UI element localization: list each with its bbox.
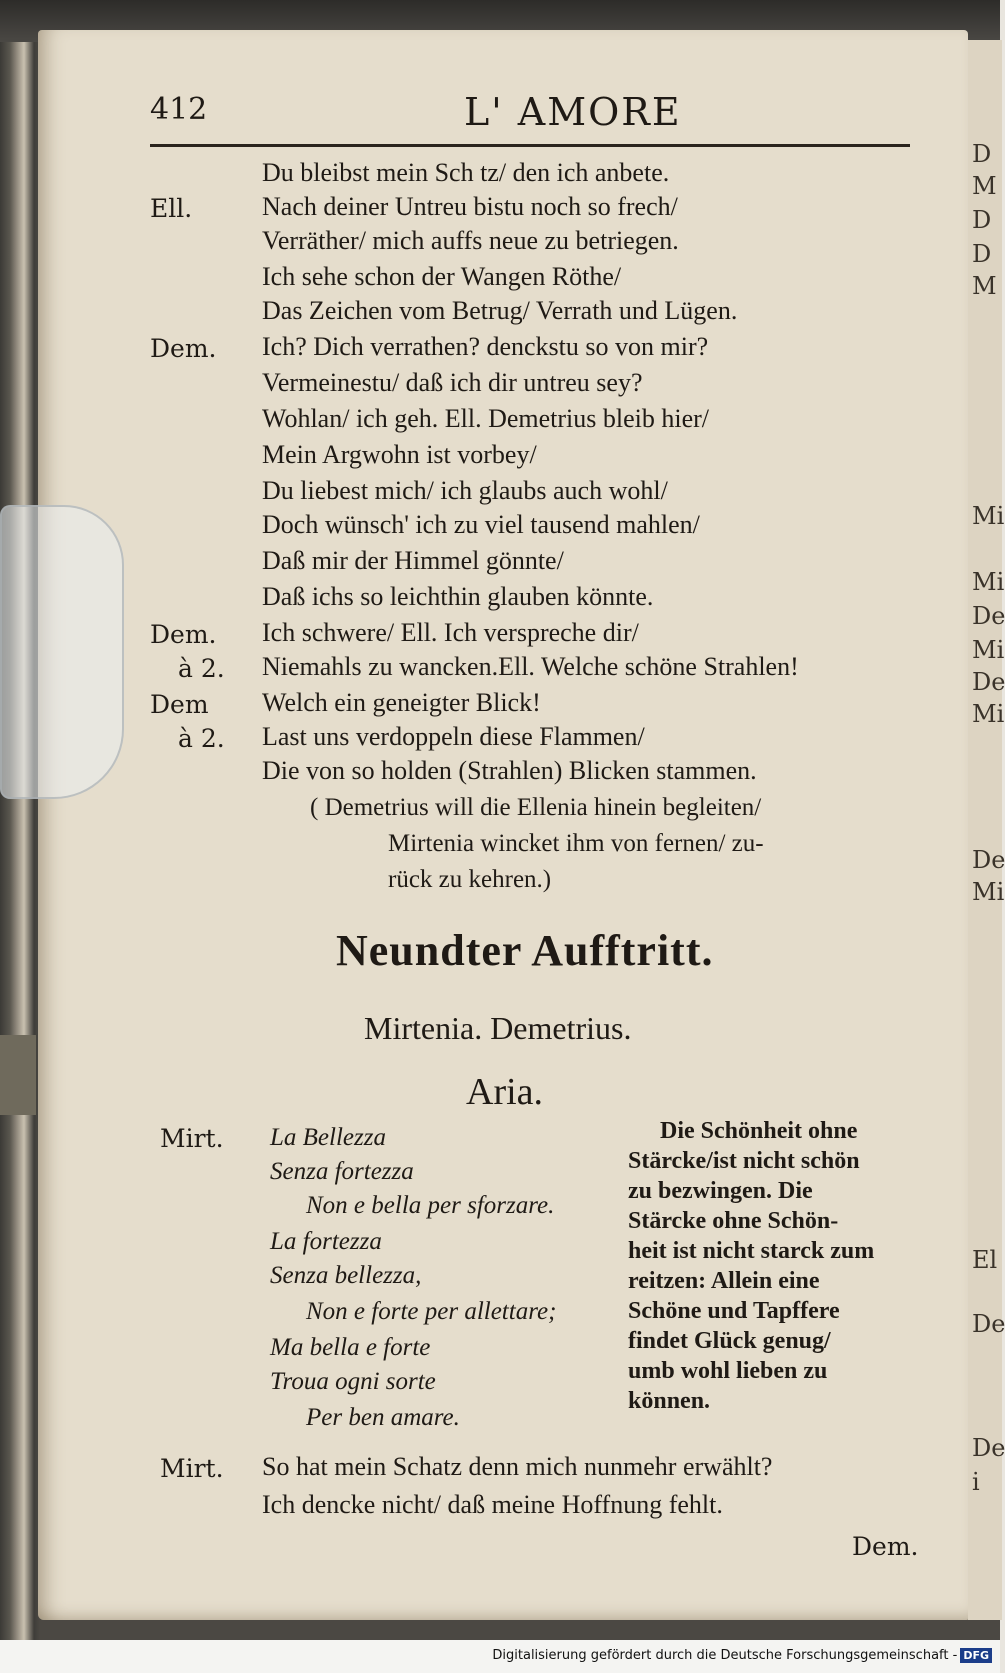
verse-line: Die von so holden (Strahlen) Blicken stammen.: [262, 756, 757, 785]
aria-label: Aria.: [466, 1071, 544, 1113]
next-page-fragment: Mi: [972, 636, 1005, 664]
next-page-fragment: De: [972, 602, 1005, 630]
speaker-label: Dem: [150, 690, 209, 719]
next-page-fragment: D: [972, 140, 992, 168]
verse-line: Verräther/ mich auffs neue zu betriegen.: [262, 226, 679, 255]
aria-italian-line: Ma bella e forte: [270, 1334, 431, 1361]
next-page-fragment: Mi: [972, 502, 1005, 530]
aria-german-line: Stärcke/ist nicht schön: [628, 1148, 860, 1174]
verse-line: Du bleibst mein Sch tz/ den ich anbete.: [262, 158, 670, 187]
aria-german-line: umb wohl lieben zu: [628, 1358, 828, 1384]
catchword: Dem.: [852, 1532, 919, 1561]
stage-direction: rück zu kehren.): [388, 866, 552, 893]
verse-line: Ich dencke nicht/ daß meine Hoffnung fehlt.: [262, 1490, 723, 1519]
next-page-fragment: De: [972, 1434, 1005, 1462]
next-page-fragment: D: [972, 240, 992, 268]
aria-italian-line: Non e bella per sforzare.: [306, 1192, 555, 1219]
next-page-fragment: Mi: [972, 700, 1005, 728]
verse-line: Wohlan/ ich geh. Ell. Demetrius bleib hier/: [262, 404, 710, 433]
speaker-label: à 2.: [178, 654, 225, 683]
next-page-fragment: i: [972, 1468, 980, 1496]
digitization-credit: [492, 1648, 992, 1663]
aria-german-line: heit ist nicht starck zum: [628, 1238, 875, 1264]
running-head: L' AMORE: [464, 90, 682, 134]
next-page-fragment: M: [972, 172, 997, 200]
verse-line: Last uns verdoppeln diese Flammen/: [262, 722, 645, 751]
verse-line: Du liebest mich/ ich glaubs auch wohl/: [262, 476, 668, 505]
page-number: 412: [150, 92, 208, 127]
next-page-fragment: De: [972, 1310, 1005, 1338]
speaker-label: Mirt.: [160, 1124, 224, 1153]
aria-german-line: findet Glück genug/: [628, 1328, 831, 1354]
next-page-fragment: El: [972, 1246, 998, 1274]
verse-line: So hat mein Schatz denn mich nunmehr erwählt?: [262, 1452, 773, 1481]
verse-line: Vermeinestu/ daß ich dir untreu sey?: [262, 368, 643, 397]
aria-italian-line: Senza bellezza,: [270, 1262, 422, 1289]
verse-line: Doch wünsch' ich zu viel tausend mahlen/: [262, 510, 700, 539]
aria-german-line: Die Schönheit ohne: [660, 1118, 858, 1144]
scene-title: Neundter Aufftritt.: [336, 926, 714, 975]
aria-german-line: reitzen: Allein eine: [628, 1268, 820, 1294]
verse-line: Ich sehe schon der Wangen Röthe/: [262, 262, 622, 291]
next-page-fragment: D: [972, 206, 992, 234]
speaker-label: Dem.: [150, 334, 217, 363]
aria-italian-line: La Bellezza: [270, 1124, 386, 1151]
dfg-logo-icon: DFG: [960, 1648, 992, 1663]
speaker-label: Dem.: [150, 620, 217, 649]
aria-italian-line: Non e forte per allettare;: [306, 1298, 557, 1325]
verse-line: Ich schwere/ Ell. Ich verspreche dir/: [262, 618, 639, 647]
verse-line: Nach deiner Untreu bistu noch so frech/: [262, 192, 678, 221]
page-clip: [0, 505, 124, 799]
credit-text: Digitalisierung gefördert durch die Deutsche Forschungsgemeinschaft -: [492, 1648, 958, 1663]
verse-line: Mein Argwohn ist vorbey/: [262, 440, 537, 469]
stage-direction: Mirtenia wincket ihm von fernen/ zu-: [388, 830, 764, 857]
binding-strip: [0, 1035, 36, 1115]
aria-german-line: zu bezwingen. Die: [628, 1178, 813, 1204]
stage-direction: ( Demetrius will die Ellenia hinein begleiten/: [310, 794, 762, 821]
verse-line: Das Zeichen vom Betrug/ Verrath und Lügen.: [262, 296, 738, 325]
next-page-fragment: Mi: [972, 568, 1005, 596]
aria-italian-line: Troua ogni sorte: [270, 1368, 436, 1395]
next-page-edge: [966, 40, 1005, 1620]
verse-line: Niemahls zu wancken.Ell. Welche schöne Strahlen!: [262, 652, 799, 681]
next-page-fragment: M: [972, 272, 997, 300]
aria-german-line: können.: [628, 1388, 711, 1414]
speaker-label: à 2.: [178, 724, 225, 753]
aria-italian-line: La fortezza: [270, 1228, 382, 1255]
speaker-label: Mirt.: [160, 1454, 224, 1483]
verse-line: Welch ein geneigter Blick!: [262, 688, 541, 717]
verse-line: Daß mir der Himmel gönnte/: [262, 546, 564, 575]
aria-german-line: Schöne und Tapffere: [628, 1298, 840, 1324]
header-rule: [150, 144, 910, 147]
verse-line: Daß ichs so leichthin glauben könnte.: [262, 582, 654, 611]
verse-line: Ich? Dich verrathen? denckstu so von mir?: [262, 332, 709, 361]
aria-italian-line: Senza fortezza: [270, 1158, 414, 1185]
aria-german-line: Stärcke ohne Schön-: [628, 1208, 839, 1234]
next-page-fragment: De: [972, 668, 1005, 696]
next-page-fragment: Mi: [972, 878, 1005, 906]
speaker-label: Ell.: [150, 194, 193, 223]
scene-persons: Mirtenia. Demetrius.: [364, 1010, 632, 1046]
aria-italian-line: Per ben amare.: [306, 1404, 460, 1431]
next-page-fragment: De: [972, 846, 1005, 874]
